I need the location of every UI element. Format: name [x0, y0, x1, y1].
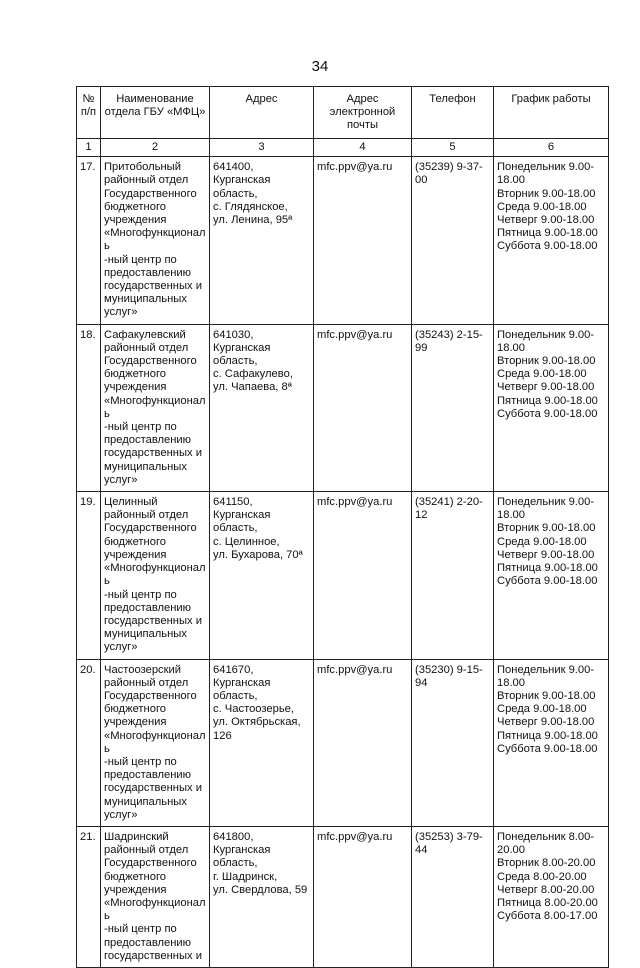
header-address: Адрес	[210, 87, 314, 139]
department-name: Сафакулевский районный отдел Государственного бюджетного учреждения «Многофункциональ -ный центр по предоставлению государственных и муниципальных услуг»	[101, 324, 210, 491]
department-phone: (35253) 3-79- 44	[412, 826, 494, 967]
department-email: mfc.ppv@ya.ru	[314, 324, 412, 491]
column-number: 4	[314, 139, 412, 157]
column-number: 6	[494, 139, 609, 157]
row-number: 20.	[77, 659, 101, 826]
department-address: 641030, Курганская область, с. Сафакулево, ул. Чапаева, 8ª	[210, 324, 314, 491]
department-email: mfc.ppv@ya.ru	[314, 492, 412, 659]
department-address: 641670, Курганская область, с. Частоозерье, ул. Октябрьская, 126	[210, 659, 314, 826]
department-phone: (35239) 9-37- 00	[412, 157, 494, 324]
table-row	[77, 492, 609, 659]
department-name: Притобольный районный отдел Государственного бюджетного учреждения «Многофункциональ -ный центр по предоставлению государственных и муниципальных услуг»	[101, 157, 210, 324]
mfc-departments-table	[76, 86, 609, 968]
column-numbers-row	[77, 139, 609, 157]
department-phone: (35243) 2-15- 99	[412, 324, 494, 491]
department-address: 641400, Курганская область, с. Глядянское, ул. Ленина, 95ª	[210, 157, 314, 324]
column-number: 2	[101, 139, 210, 157]
department-schedule: Понедельник 9.00- 18.00 Вторник 9.00-18.00 Среда 9.00-18.00 Четверг 9.00-18.00 Пятница 9.00-18.00 Суббота 9.00-18.00	[494, 659, 609, 826]
department-email: mfc.ppv@ya.ru	[314, 157, 412, 324]
table-row	[77, 659, 609, 826]
column-number: 3	[210, 139, 314, 157]
department-phone: (35230) 9-15- 94	[412, 659, 494, 826]
table-row	[77, 324, 609, 491]
row-number: 18.	[77, 324, 101, 491]
table-header-row	[77, 87, 609, 139]
header-schedule: График работы	[494, 87, 609, 139]
header-number: № п/п	[77, 87, 101, 139]
department-phone: (35241) 2-20- 12	[412, 492, 494, 659]
department-name: Частоозерский районный отдел Государственного бюджетного учреждения «Многофункциональ -ный центр по предоставлению государственных и муниципальных услуг»	[101, 659, 210, 826]
row-number: 21.	[77, 826, 101, 967]
department-address: 641150, Курганская область, с. Целинное, ул. Бухарова, 70ª	[210, 492, 314, 659]
row-number: 19.	[77, 492, 101, 659]
header-email: Адрес электронной почты	[314, 87, 412, 139]
header-name: Наименование отдела ГБУ «МФЦ»	[101, 87, 210, 139]
department-schedule: Понедельник 9.00- 18.00 Вторник 9.00-18.00 Среда 9.00-18.00 Четверг 9.00-18.00 Пятница 9.00-18.00 Суббота 9.00-18.00	[494, 324, 609, 491]
department-name: Шадринский районный отдел Государственного бюджетного учреждения «Многофункциональ -ный центр по предоставлению государственных и	[101, 826, 210, 967]
column-number: 1	[77, 139, 101, 157]
table-row	[77, 157, 609, 324]
department-email: mfc.ppv@ya.ru	[314, 659, 412, 826]
department-name: Целинный районный отдел Государственного бюджетного учреждения «Многофункциональ -ный центр по предоставлению государственных и муниципальных услуг»	[101, 492, 210, 659]
department-email: mfc.ppv@ya.ru	[314, 826, 412, 967]
department-schedule: Понедельник 9.00- 18.00 Вторник 9.00-18.00 Среда 9.00-18.00 Четверг 9.00-18.00 Пятница 9.00-18.00 Суббота 9.00-18.00	[494, 157, 609, 324]
department-schedule: Понедельник 8.00- 20.00 Вторник 8.00-20.00 Среда 8.00-20.00 Четверг 8.00-20.00 Пятница 8.00-20.00 Суббота 8.00-17.00	[494, 826, 609, 967]
page-number: 34	[311, 58, 329, 75]
column-number: 5	[412, 139, 494, 157]
header-phone: Телефон	[412, 87, 494, 139]
department-address: 641800, Курганская область, г. Шадринск, ул. Свердлова, 59	[210, 826, 314, 967]
department-schedule: Понедельник 9.00- 18.00 Вторник 9.00-18.00 Среда 9.00-18.00 Четверг 9.00-18.00 Пятница 9.00-18.00 Суббота 9.00-18.00	[494, 492, 609, 659]
row-number: 17.	[77, 157, 101, 324]
table-row	[77, 826, 609, 967]
